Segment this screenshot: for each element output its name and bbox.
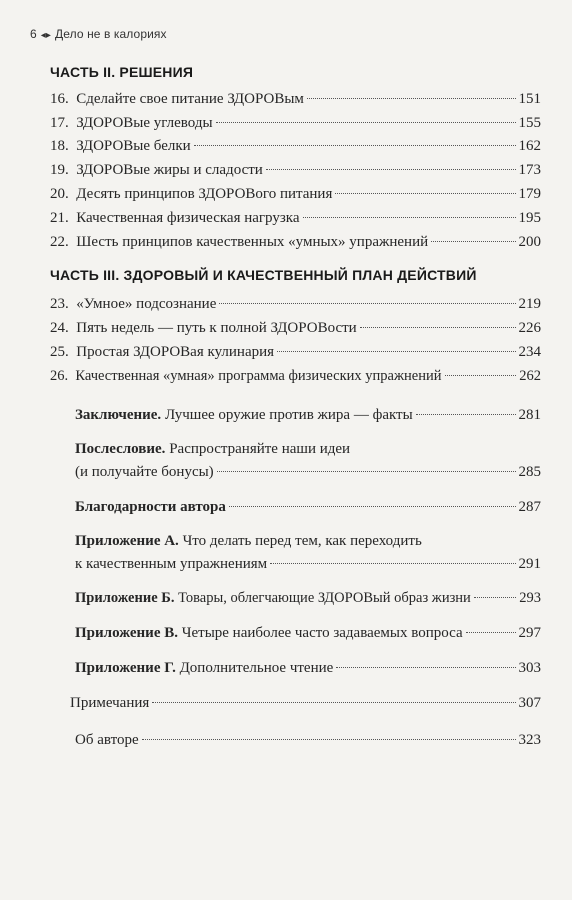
toc-entry[interactable]: 25. Простая ЗДОРОВая кулинария 234 [50, 344, 541, 360]
toc-entry[interactable]: 24. Пять недель — путь к полной ЗДОРОВости 226 [50, 320, 541, 336]
toc-entry-conclusion[interactable]: Заключение. Лучшее оружие против жира — факты 281 [75, 407, 541, 423]
toc-entry-afterword-line1[interactable]: Послесловие. Распространяйте наши идеи [75, 441, 351, 457]
toc-entry[interactable]: 17. ЗДОРОВые углеводы 155 [50, 115, 541, 131]
toc-entry[interactable]: 22. Шесть принципов качественных «умных» упражнений 200 [50, 234, 541, 250]
running-head [30, 27, 167, 41]
toc-entry[interactable]: 26. Качественная «умная» программа физических упражнений 262 [50, 368, 541, 384]
toc-entry[interactable]: 18. ЗДОРОВые белки 162 [50, 138, 541, 154]
book-title: Дело не в калориях [55, 27, 167, 41]
toc-entry-afterword[interactable]: (и получайте бонусы) 285 [75, 464, 541, 480]
toc-entry-appendix-a-line1[interactable]: Приложение А. Что делать перед тем, как переходить [75, 533, 422, 549]
toc-entry-notes[interactable]: Примечания 307 [70, 695, 541, 711]
toc-entry-about[interactable]: Об авторе 323 [75, 732, 541, 748]
toc-entry-acknowledgments[interactable]: Благодарности автора 287 [75, 499, 541, 515]
toc-entry-appendix-g[interactable]: Приложение Г. Дополнительное чтение 303 [75, 660, 541, 676]
toc-entry[interactable]: 21. Качественная физическая нагрузка 195 [50, 210, 541, 226]
toc-entry[interactable]: 16. Сделайте свое питание ЗДОРОВым 151 [50, 91, 541, 107]
toc-entry[interactable]: 23. «Умное» подсознание 219 [50, 296, 541, 312]
toc-entry-appendix-v[interactable]: Приложение В. Четыре наиболее часто задаваемых вопроса 297 [75, 625, 541, 641]
toc-entry-appendix-b[interactable]: Приложение Б. Товары, облегчающие ЗДОРОВый образ жизни 293 [75, 590, 541, 606]
part-3-heading: ЧАСТЬ III. ЗДОРОВЫЙ И КАЧЕСТВЕННЫЙ ПЛАН ДЕЙСТВИЙ [50, 267, 477, 283]
separator-icon: ◂▸ [40, 30, 52, 41]
toc-entry[interactable]: 20. Десять принципов ЗДОРОВого питания 179 [50, 186, 541, 202]
page-number: 6 [30, 27, 37, 41]
part-2-heading: ЧАСТЬ II. РЕШЕНИЯ [50, 64, 194, 80]
toc-entry[interactable]: 19. ЗДОРОВые жиры и сладости 173 [50, 162, 541, 178]
toc-entry-appendix-a[interactable]: к качественным упражнениям 291 [75, 556, 541, 572]
